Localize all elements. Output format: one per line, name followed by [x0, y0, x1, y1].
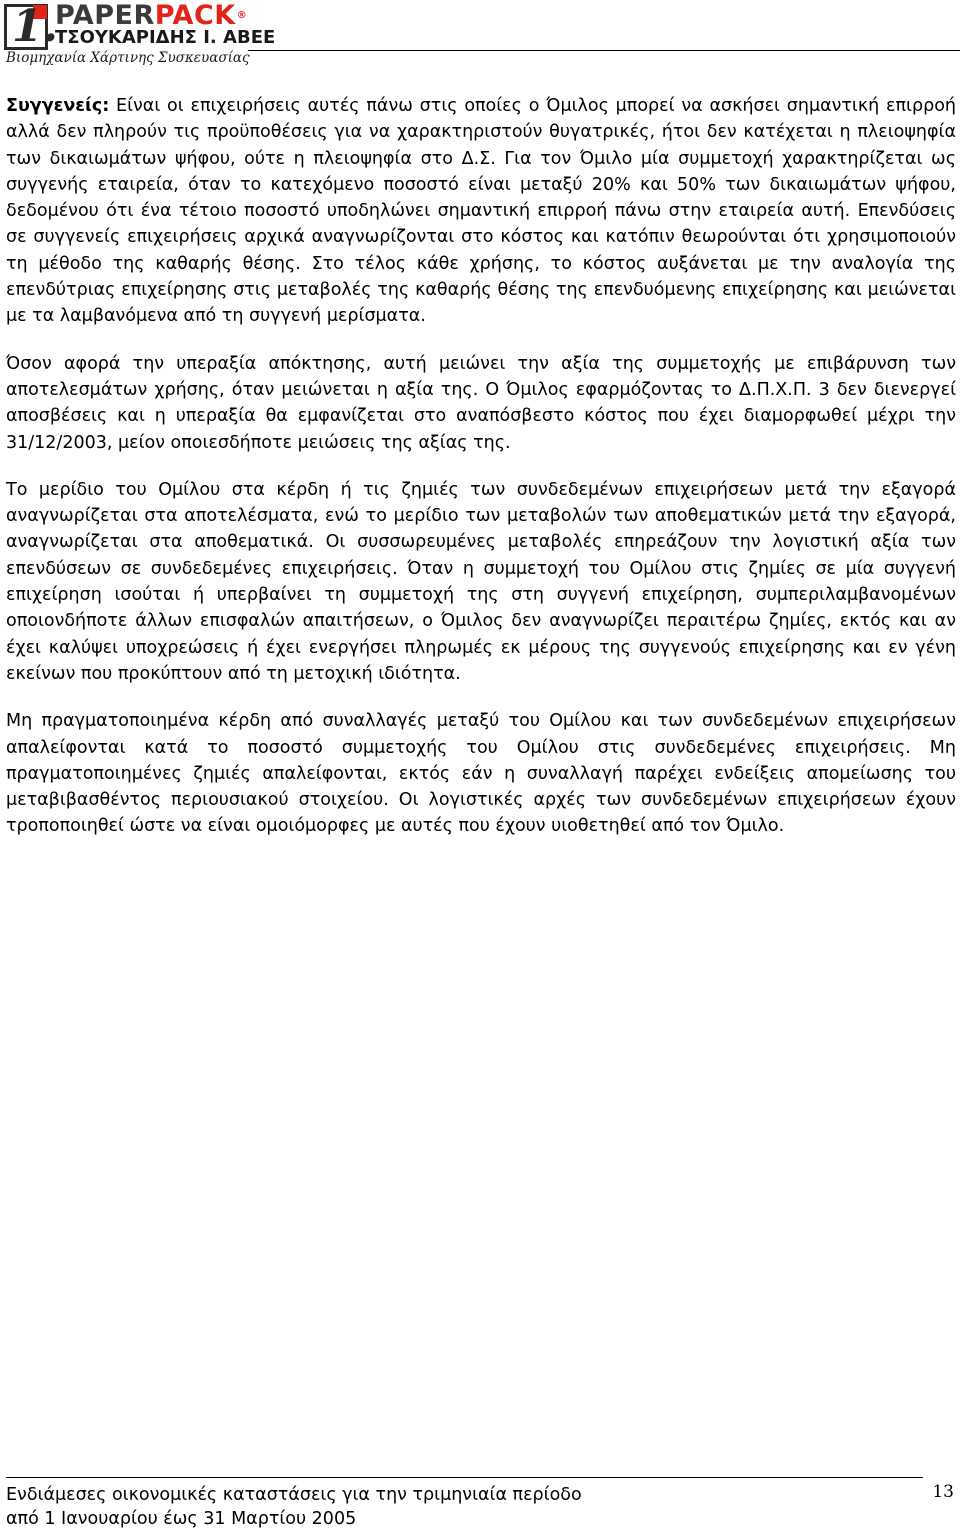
- footer-title-line2: από 1 Ιανουαρίου έως 31 Μαρτίου 2005: [6, 1509, 357, 1529]
- document-body: [6, 93, 956, 861]
- brand-name-part1: PAPER: [55, 0, 155, 31]
- header-divider: [248, 50, 960, 51]
- brand-name-part2: PACK: [154, 0, 236, 31]
- paragraph-unrealized-gains: Μη πραγματοποιημένα κέρδη από συναλλαγές μεταξύ του Ομίλου και των συνδεδεμένων επιχειρήσεων απαλείφονται κατά το ποσοστό συμμετοχής του Ομίλου στις συνδεδεμένες επιχειρήσεις. Μη πραγματοποιημένες ζημιές απαλείφονται, εκτός εάν η συναλλαγή παρέχει ενδείξεις απομείωσης του μεταβιβασθέντος περιουσιακού στοιχείου. Οι λογιστικές αρχές των συνδεδεμένων επιχειρήσεων έχουν τροποποιηθεί ώστε να είναι ομοιόμορφες με αυτές που έχουν υιοθετηθεί από τον Όμιλο.: [6, 711, 956, 837]
- company-logo-icon: [4, 1, 58, 52]
- term-associates: Συγγενείς:: [6, 96, 110, 116]
- paragraph-group-share: Το μερίδιο του Ομίλου στα κέρδη ή τις ζημιές των συνδεδεμένων επιχειρήσεων μετά την εξαγορά αναγνωρίζεται στα αποτελέσματα, ενώ το μερίδιο των μεταβολών των αποθεματικών μετά την εξαγορά, αναγνωρίζεται στα αποθεματικά. Οι συσσωρευμένες μεταβολές επηρεάζουν την λογιστική αξία των επενδύσεων σε συνδεδεμένες επιχειρήσεις. Όταν η συμμετοχή του Ομίλου στις ζημίες σε μία συγγενή επιχείρηση ισούται ή υπερβαίνει τη συμμετοχή της στη συγγενή επιχείρηση, συμπεριλαμβανομένων οποιονδήποτε άλλων επισφαλών απαιτήσεων, ο Όμιλος δεν αναγνωρίζει περαιτέρω ζημίες, εκτός και αν έχει καλύψει υποχρεώσεις ή έχει ενεργήσει πληρωμές εκ μέρους της συγγενούς επιχείρησης και εν γένη εκείνων που προκύπτουν από τη μετοχική ιδιότητα.: [6, 479, 956, 684]
- registered-mark: ®: [236, 10, 248, 21]
- footer-title-line1: Ενδιάμεσες οικονομικές καταστάσεις για την τριμηνιαία περίοδο: [6, 1485, 582, 1505]
- page-header: [0, 0, 960, 70]
- page-number: 13: [932, 1482, 954, 1502]
- paragraph-goodwill: Όσον αφορά την υπεραξία απόκτησης, αυτή μειώνει την αξία της συμμετοχής με επιβάρυνση των αποτελεσμάτων χρήσης, όταν μειώνεται η αξία της. Ο Όμιλος εφαρμόζοντας το Δ.Π.Χ.Π. 3 δεν διενεργεί αποσβέσεις και η υπεραξία θα εμφανίζεται στο αναπόσβεστο κόστος που έχει διαμορφωθεί μέχρι την 31/12/2003, μείον οποιεσδήποτε μειώσεις της αξίας της.: [6, 353, 956, 453]
- company-name: ΤΣΟΥΚΑΡΙΔΗΣ Ι. ΑΒΕΕ: [55, 27, 276, 48]
- footer-divider: [6, 1477, 923, 1478]
- logo-glyph: 1.: [12, 1, 58, 52]
- paragraph-associates-text: Είναι οι επιχειρήσεις αυτές πάνω στις οποίες ο Όμιλος μπορεί να ασκήσει σημαντική επιρροή αλλά δεν πληρούν τις προϋποθέσεις για να χαρακτηριστούν θυγατρικές, ήτοι δεν κατέχεται η πλειοψηφία των δικαιωμάτων ψήφου, ούτε η πλειοψηφία στο Δ.Σ. Για τον Όμιλο μία συμμετοχή χαρακτηρίζεται ως συγγενής εταιρεία, όταν το κατεχόμενο ποσοστό είναι μεταξύ 20% και 50% των δικαιωμάτων ψήφου, δεδομένου ότι ένα τέτοιο ποσοστό υποδηλώνει σημαντική επιρροή πάνω στην εταιρεία αυτή. Επενδύσεις σε συγγενείς επιχειρήσεις αρχικά αναγνωρίζονται στο κόστος και κατόπιν θεωρούνται ότι χρησιμοποιούν τη μέθοδο της καθαρής θέσης. Στο τέλος κάθε χρήσης, το κόστος αυξάνεται με την αναλογία της επενδύτριας επιχείρησης στις μεταβολές της καθαρής θέσης της επενδυόμενης επιχείρησης και μειώνεται με τα λαμβανόμενα από τη συγγενή μερίσματα.: [6, 96, 956, 327]
- company-tagline: Βιομηχανία Χάρτινης Συσκευασίας: [6, 50, 250, 66]
- paragraph-associates: [6, 93, 956, 330]
